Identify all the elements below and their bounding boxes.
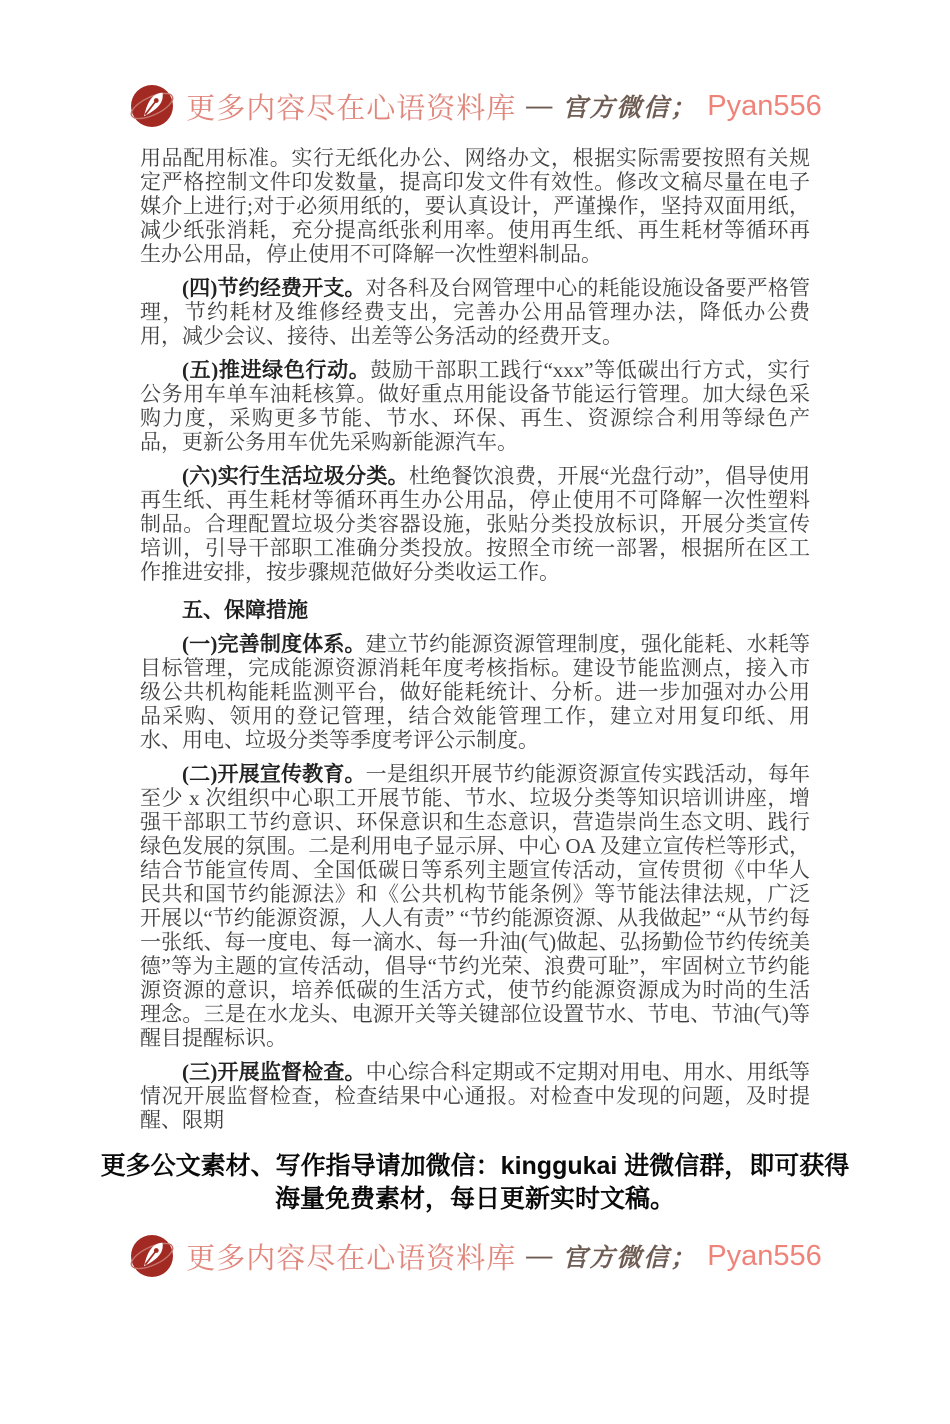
paragraph-4 [140,276,810,348]
continuation-paragraph: 用品配用标准。实行无纸化办公、网络办文，根据实际需要按照有关规定严格控制文件印发数量，提高印发文件有效性。修改文稿尽量在电子媒介上进行;对于必须用纸的，要认真设计，严谨操作，坚持双面用纸，减少纸张消耗，充分提高纸张利用率。使用再生纸、再生耗材等循环再生办公用品，停止使用不可降解一次性塑料制品。 [140,146,810,266]
paragraph-4-lead: (四)节约经费开支。 [182,276,366,300]
paragraph-s3-text: 中心综合科定期或不定期对用电、用水、用纸等情况开展监督检查，检查结果中心通报。对检查中发现的问题，及时提醒、限期 [140,1060,810,1132]
paragraph-4-text: 对各科及台网管理中心的耗能设施设备要严格管理，节约耗材及维修经费支出，完善办公用品管理办法，降低办公费用，减少会议、接待、出差等公务活动的经费开支。 [140,276,810,348]
paragraph-6-text: 杜绝餐饮浪费，开展“光盘行动”，倡导使用再生纸、再生耗材等循环再生办公用品，停止使用不可降解一次性塑料制品。合理配置垃圾分类容器设施，张贴分类投放标识，开展分类宣传培训，引导干部职工准确分类投放。按照全市统一部署，根据所在区工作推进安排，按步骤规范做好分类收运工作。 [140,464,810,584]
paragraph-s3 [140,1060,810,1132]
brand-dash: — [526,1241,553,1270]
document-body [140,146,810,1132]
pen-nib-icon [128,82,176,130]
paragraph-5-text: 鼓励干部职工践行“xxx”等低碳出行方式，实行公务用车单车油耗核算。做好重点用能设备节能运行管理。加大绿色采购力度，采购更多节能、节水、环保、再生、资源综合利用等绿色产品，更新公务用车优先采购新能源汽车。 [140,358,810,454]
brand-dash: — [526,91,553,120]
paragraph-5 [140,358,810,454]
brand-footer [0,1230,950,1282]
section-heading: 五、保障措施 [182,598,308,622]
promo-banner: 更多公文素材、写作指导请加微信：kinggukai 进微信群，即可获得海量免费素材，每日更新实时文稿。 [100,1152,850,1213]
brand-wechat-id: Pyan556 [707,89,822,122]
brand-wechat-label: 官方微信； [562,1245,698,1272]
paragraph-s1-lead: (一)完善制度体系。 [182,632,366,656]
brand-wechat-label: 官方微信； [562,95,698,122]
brand-header [0,80,950,132]
paragraph-6 [140,464,810,584]
brand-tagline: 更多内容尽在心语资料库 [186,1242,517,1275]
paragraph-s2-lead: (二)开展宣传教育。 [182,762,366,786]
document-page [0,80,950,1424]
brand-wechat-id: Pyan556 [707,1239,822,1272]
paragraph-s1-text: 建立节约能源资源管理制度，强化能耗、水耗等目标管理，完成能源资源消耗年度考核指标。建设节能监测点，接入市级公共机构能耗监测平台，做好能耗统计、分析。进一步加强对办公用品采购、领用的登记管理，结合效能管理工作，建立对用复印纸、用水、用电、垃圾分类等季度考评公示制度。 [140,632,810,752]
brand-tagline: 更多内容尽在心语资料库 [186,92,517,125]
paragraph-s1 [140,632,810,752]
paragraph-s2-text: 一是组织开展节约能源资源宣传实践活动，每年至少 x 次组织中心职工开展节能、节水、垃圾分类等知识培训讲座，增强干部职工节约意识、环保意识和生态意识，营造崇尚生态文明、践行绿色发展的氛围。二是利用电子显示屏、中心 OA 及建立宣传栏等形式，结合节能宣传周、全国低碳日等系列主题宣传活动，宣传贯彻《中华人民共和国节约能源法》和《公共机构节能条例》等节能法律法规，广泛开展以“节约能源资源，人人有责” “节约能源资源、从我做起” “从节约每一张纸、每一度电、每一滴水、每一升油(气)做起、弘扬勤俭节约传统美德”等为主题的宣传活动，倡导“节约光荣、浪费可耻”，牢固树立节约能源资源的意识，培养低碳的生活方式，使节约能源资源成为时尚的生活理念。三是在水龙头、电源开关等关键部位设置节水、节电、节油(气)等醒目提醒标识。 [140,762,810,1050]
paragraph-6-lead: (六)实行生活垃圾分类。 [182,464,409,488]
paragraph-s3-lead: (三)开展监督检查。 [182,1060,366,1084]
paragraph-5-lead: (五)推进绿色行动。 [182,358,371,382]
paragraph-s2 [140,762,810,1050]
pen-nib-icon [128,1232,176,1280]
